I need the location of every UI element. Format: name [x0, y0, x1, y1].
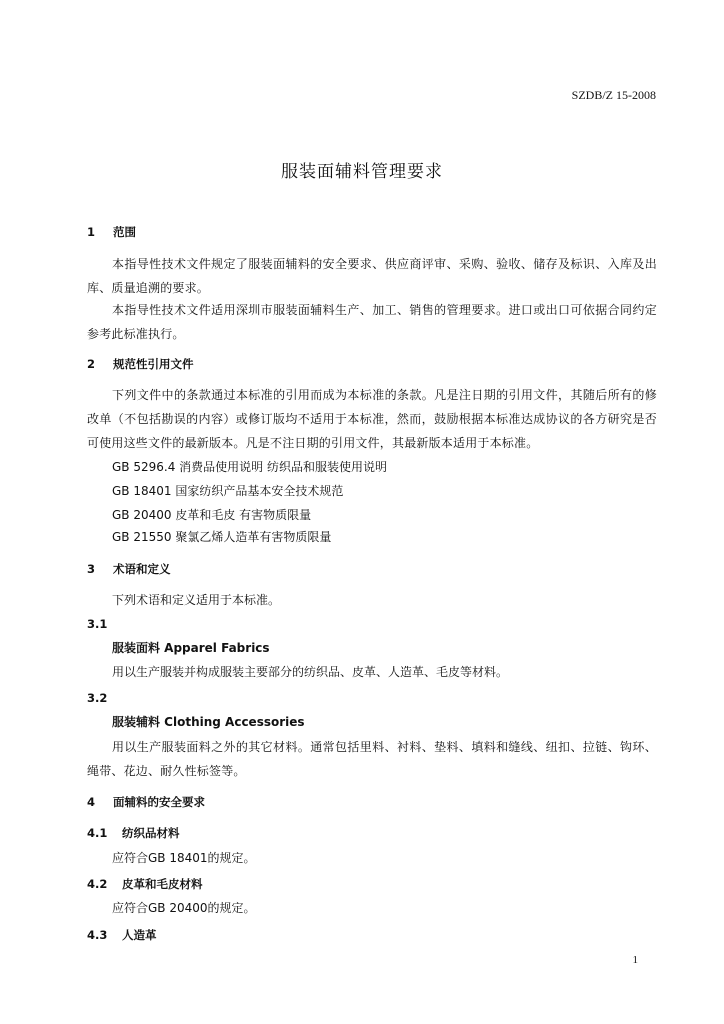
reference-item: GB 18401 国家纺织产品基本安全技术规范 — [112, 484, 344, 498]
section-4-1-heading — [87, 821, 657, 845]
term-3-2-name: 服装辅料 Clothing Accessories — [112, 715, 305, 729]
section-4-heading — [87, 790, 657, 814]
term-3-2-number: 3.2 — [87, 691, 108, 705]
section-number: 4 — [87, 795, 96, 809]
term-3-1-definition: 用以生产服装并构成服装主要部分的纺织品、皮革、人造革、毛皮等材料。 — [112, 665, 509, 679]
section-number: 3 — [87, 562, 96, 576]
reference-item: GB 20400 皮革和毛皮 有害物质限量 — [112, 508, 312, 522]
section-3-heading — [87, 557, 657, 581]
section-number: 4.3 — [87, 928, 108, 942]
section-2-paragraph-1: 下列文件中的条款通过本标准的引用而成为本标准的条款。凡是注日期的引用文件，其随后所有的修改单（不包括勘误的内容）或修订版均不适用于本标准，然而，鼓励根据本标准达成协议的各方研究是否可使用这些文件的最新版本。凡是不注日期的引用文件，其最新版本适用于本标准。 — [87, 388, 657, 450]
section-4-2-text: 应符合GB 20400的规定。 — [112, 901, 256, 915]
section-1-paragraph-2: 本指导性技术文件适用深圳市服装面辅料生产、加工、销售的管理要求。进口或出口可依据合同约定参考此标准执行。 — [87, 303, 657, 341]
section-1-heading — [87, 220, 657, 244]
section-title: 纺织品材料 — [122, 826, 180, 840]
page-number: 1 — [632, 954, 638, 966]
section-title: 人造革 — [122, 928, 157, 942]
section-title: 术语和定义 — [113, 562, 171, 576]
section-number: 1 — [87, 225, 96, 239]
term-3-1-name: 服装面料 Apparel Fabrics — [112, 641, 270, 655]
section-title: 范围 — [113, 225, 136, 239]
reference-item: GB 5296.4 消费品使用说明 纺织品和服装使用说明 — [112, 460, 387, 474]
reference-item: GB 21550 聚氯乙烯人造革有害物质限量 — [112, 530, 332, 544]
section-number: 4.1 — [87, 826, 108, 840]
section-number: 4.2 — [87, 877, 108, 891]
section-title: 皮革和毛皮材料 — [122, 877, 203, 891]
section-title: 规范性引用文件 — [113, 357, 194, 371]
section-4-2-heading — [87, 872, 657, 896]
section-title: 面辅料的安全要求 — [113, 795, 205, 809]
section-2-heading — [87, 352, 657, 376]
section-1-paragraph-1: 本指导性技术文件规定了服装面辅料的安全要求、供应商评审、采购、验收、储存及标识、入库及出库、质量追溯的要求。 — [87, 257, 657, 295]
section-4-1-text: 应符合GB 18401的规定。 — [112, 851, 256, 865]
section-3-intro: 下列术语和定义适用于本标准。 — [112, 593, 281, 607]
section-number: 2 — [87, 357, 96, 371]
document-number: SZDB/Z 15-2008 — [571, 88, 656, 102]
term-3-2-definition: 用以生产服装面料之外的其它材料。通常包括里料、衬料、垫料、填料和缝线、纽扣、拉链、钩环、绳带、花边、耐久性标签等。 — [87, 740, 657, 778]
document-title: 服装面辅料管理要求 — [281, 162, 443, 182]
term-3-1-number: 3.1 — [87, 617, 108, 631]
section-4-3-heading — [87, 923, 657, 947]
